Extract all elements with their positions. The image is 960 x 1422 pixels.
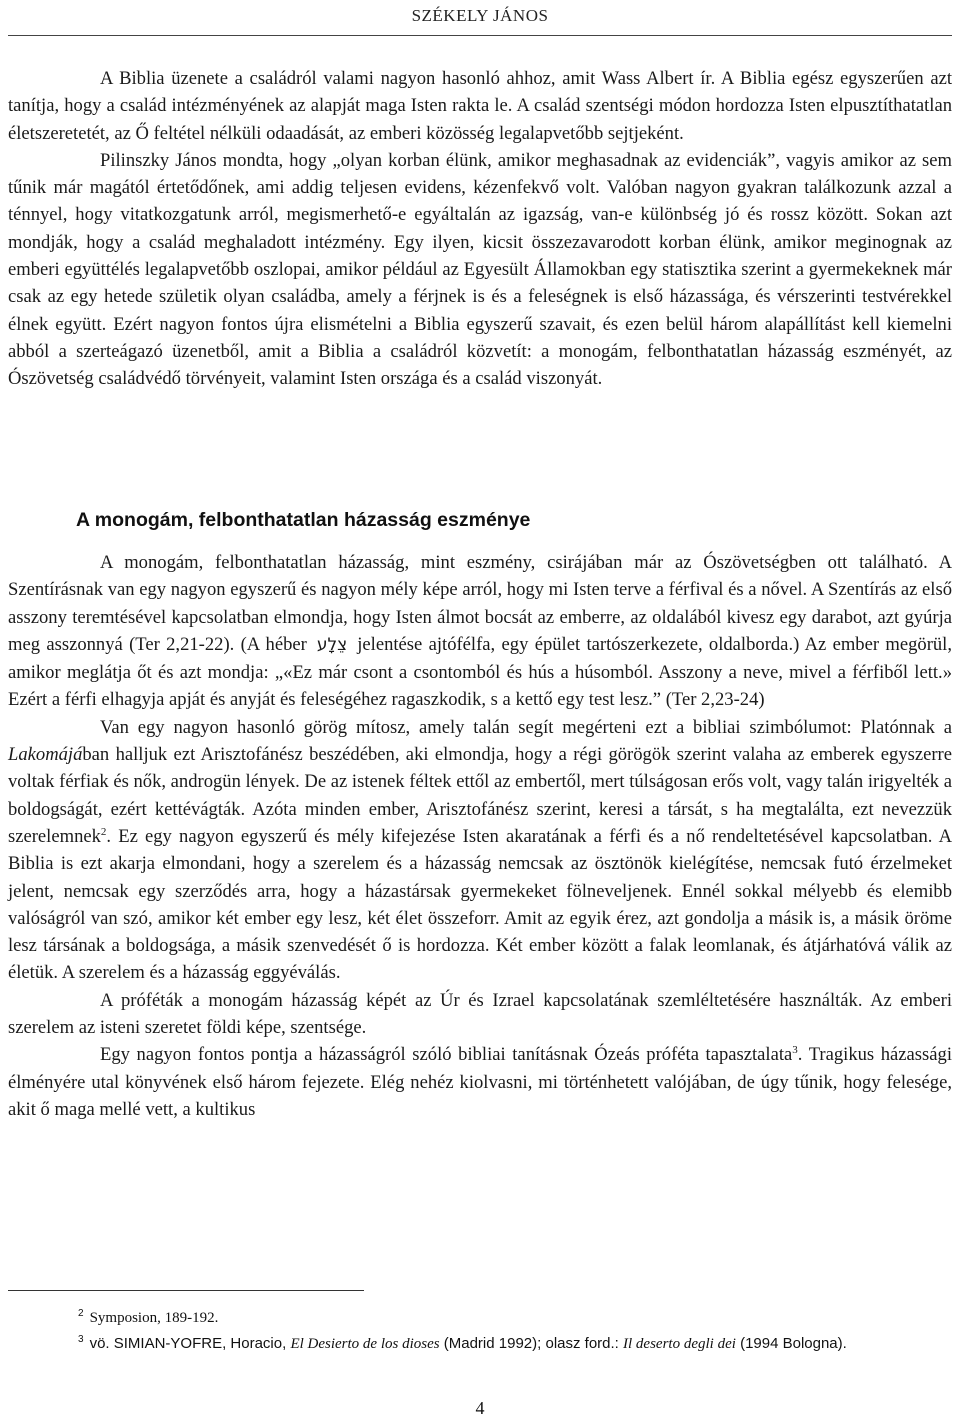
footnote-ref-2[interactable]: 2 (100, 825, 107, 838)
paragraph-3-part-a: A monogám, felbonthatatlan házasság, mint eszmény, csirájában már az Ószövetségben ott található. A Szentírásnak van egy nagyon egyszerű és nagyon mély képe arról, hogy mi Isten terve a férfival és a nővel. A Szentírás az első asszony teremtésével kapcsolatban elmondja, hogy Isten álmot bocsát az emberre, az oldalából kivesz egy darabot, azt gyúrja meg asszonnyá (Ter 2,21-22). (A héber (8, 552, 952, 655)
paragraph-6-part-b: . Tragikus házassági élményére utal könyvének első három fejezete. Elég nehéz kiolvasni, mi történhetett valójában, de úgy tűnik, hogy felesége, akit ő maga mellé vett, a kultikus (8, 1044, 952, 1120)
footnote-rule (8, 1290, 364, 1291)
paragraph-6-part-a: Egy nagyon fontos pontja a házasságról szóló bibliai tanításnak Ózeás próféta tapasztalata (100, 1044, 793, 1066)
paragraph-6 (8, 1041, 952, 1123)
footnote-2-number: 2 (78, 1308, 84, 1319)
running-head: SZÉKELY JÁNOS (411, 6, 549, 25)
footnote-3-mid: (Madrid 1992); olasz ford.: (439, 1335, 624, 1352)
section-heading: A monogám, felbonthatatlan házasság eszménye (76, 509, 531, 531)
footnote-3 (8, 1331, 952, 1357)
paragraph-4-part-c: . Ez egy nagyon egyszerű és mély kifejezése Isten akaratának a férfi és a nő rendeltetésével kapcsolatban. A Biblia is ezt akarja elmondani, hogy a szerelem és a házasság nemcsak az ösztönök kielégítése, nemcsak futó érzelmeket jelent, nemcsak egy szerződés arra, hogy a házastársak gyermekeket fölneveljenek. Ennél sokkal mélyebb és elemibb valóságról van szó, amikor két ember egy lesz, két élet összeforr. Amit az egyik érez, azt gondolja a másik is, a másik öröme lesz társának a boldogsága, a másik szenvedését ő is hordozza. Két ember között a falak leomlanak, és átjárhatóvá válik az életük. A szerelem és a házasság eggyéválás. (8, 825, 952, 984)
footnote-2-text: Symposion, 189-192. (89, 1310, 219, 1326)
paragraph-5: A próféták a monogám házasság képét az Úr és Izrael kapcsolatának szemléltetésére használták. Az emberi szerelem az isteni szeretet földi képe, szentsége. (8, 989, 952, 1039)
footnote-ref-3[interactable]: 3 (792, 1044, 798, 1057)
paragraph-2: Pilinszky János mondta, hogy „olyan korban élünk, amikor meghasadnak az evidenciák”, vagyis amikor az sem tűnik már magától értetődőnek, ami addig teljesen evidens, kézenfekvő volt. Valóban nagyon gyakran találkozunk azzal a ténnyel, hogy vitatkozgatunk arról, megismerhető-e egyáltalán az igazság, van-e különbség jó és rossz között. Sokan azt mondják, hogy a család meghaladott intézmény. Egy ilyen, kicsit összezavarodott korban élünk, amikor meginognak az emberi együttélés legalapvetőbb oszlopai, amikor például az Egyesült Államokban egy statisztika szerint a gyermekeknek már csak az egy hetede születik olyan családba, amely a férjnek is és a feleségnek is első házassága, és vérszerinti testvérekkel élnek együtt. Ezért nagyon fontos újra elismételni a Biblia egyszerű szavait, és ezen belül három alapállítást kell kiemelni abból a szerteágazó üzenetből, amit a Biblia a családról közvetít: a monogám, felbonthatatlan házasság eszményét, az Ószövetség családvédő törvényeit, valamint Isten országa és a család viszonyát. (8, 149, 952, 390)
paragraph-4-part-b: ban halljuk ezt Arisztofánész beszédében, aki elmondja, hogy a régi görögök szerint valaha az emberek egyszerre voltak férfiak és nők, androgün lények. De az istenek féltek ettől az embertől, mert túlságosan erős volt, vagy talán irigyelték a boldogságát, ezért kettévágták. Azóta minden ember, Arisztofánész szerint, keresi a társát, s ha megtalálta, ezt nevezzük szerelemnek (8, 744, 952, 847)
footnote-3-end: (1994 Bologna). (735, 1335, 847, 1352)
italic-title: Lakomájá (8, 744, 83, 766)
footnote-3-number: 3 (78, 1334, 84, 1345)
paragraph-4 (8, 714, 952, 987)
footnote-3-title-1: El Desierto de los dioses (290, 1336, 440, 1352)
paragraph-1: A Biblia üzenete a családról valami nagyon hasonló ahhoz, amit Wass Albert ír. A Biblia egész egyszerűen azt tanítja, hogy a család intézményének az alapját maga Isten rakta le. A család szentségi módon hordozza Isten elpusztíthatatlan életszeretetét, az Ő feltétel nélküli odaadását, az emberi közösség legalapvetőbb sejtjeként. (8, 68, 952, 144)
page-number: 4 (475, 1398, 485, 1418)
paragraph-4-part-a: Van egy nagyon hasonló görög mítosz, amely talán segít megérteni ezt a bibliai szimbólumot: Platónnak a (100, 716, 952, 738)
paragraph-3 (8, 549, 952, 714)
body-text-section (8, 549, 952, 1123)
header-rule (8, 35, 952, 36)
body-text-top (8, 65, 952, 393)
paragraph-3-part-b: jelentése ajtófélfa, egy épület tartószerkezete, oldalborda.) Az ember megörül, amikor meglátja őt és azt mondja: „«Ez már csont a csontomból és hús a húsomból. Asszony a neve, mivel a férfiből lett.» Ezért a férfi elhagyja apját és anyját és feleségéhez ragaszkodik, s a kettő egy test lesz.” (Ter 2,23-24) (8, 633, 952, 711)
footnote-3-title-2: Il deserto degli dei (623, 1336, 736, 1352)
hebrew-word: צֵלָע (316, 634, 348, 655)
footnote-2 (8, 1305, 952, 1331)
footnote-3-pre: vö. SIMIAN-YOFRE, Horacio, (89, 1335, 291, 1352)
footnotes (8, 1305, 952, 1357)
